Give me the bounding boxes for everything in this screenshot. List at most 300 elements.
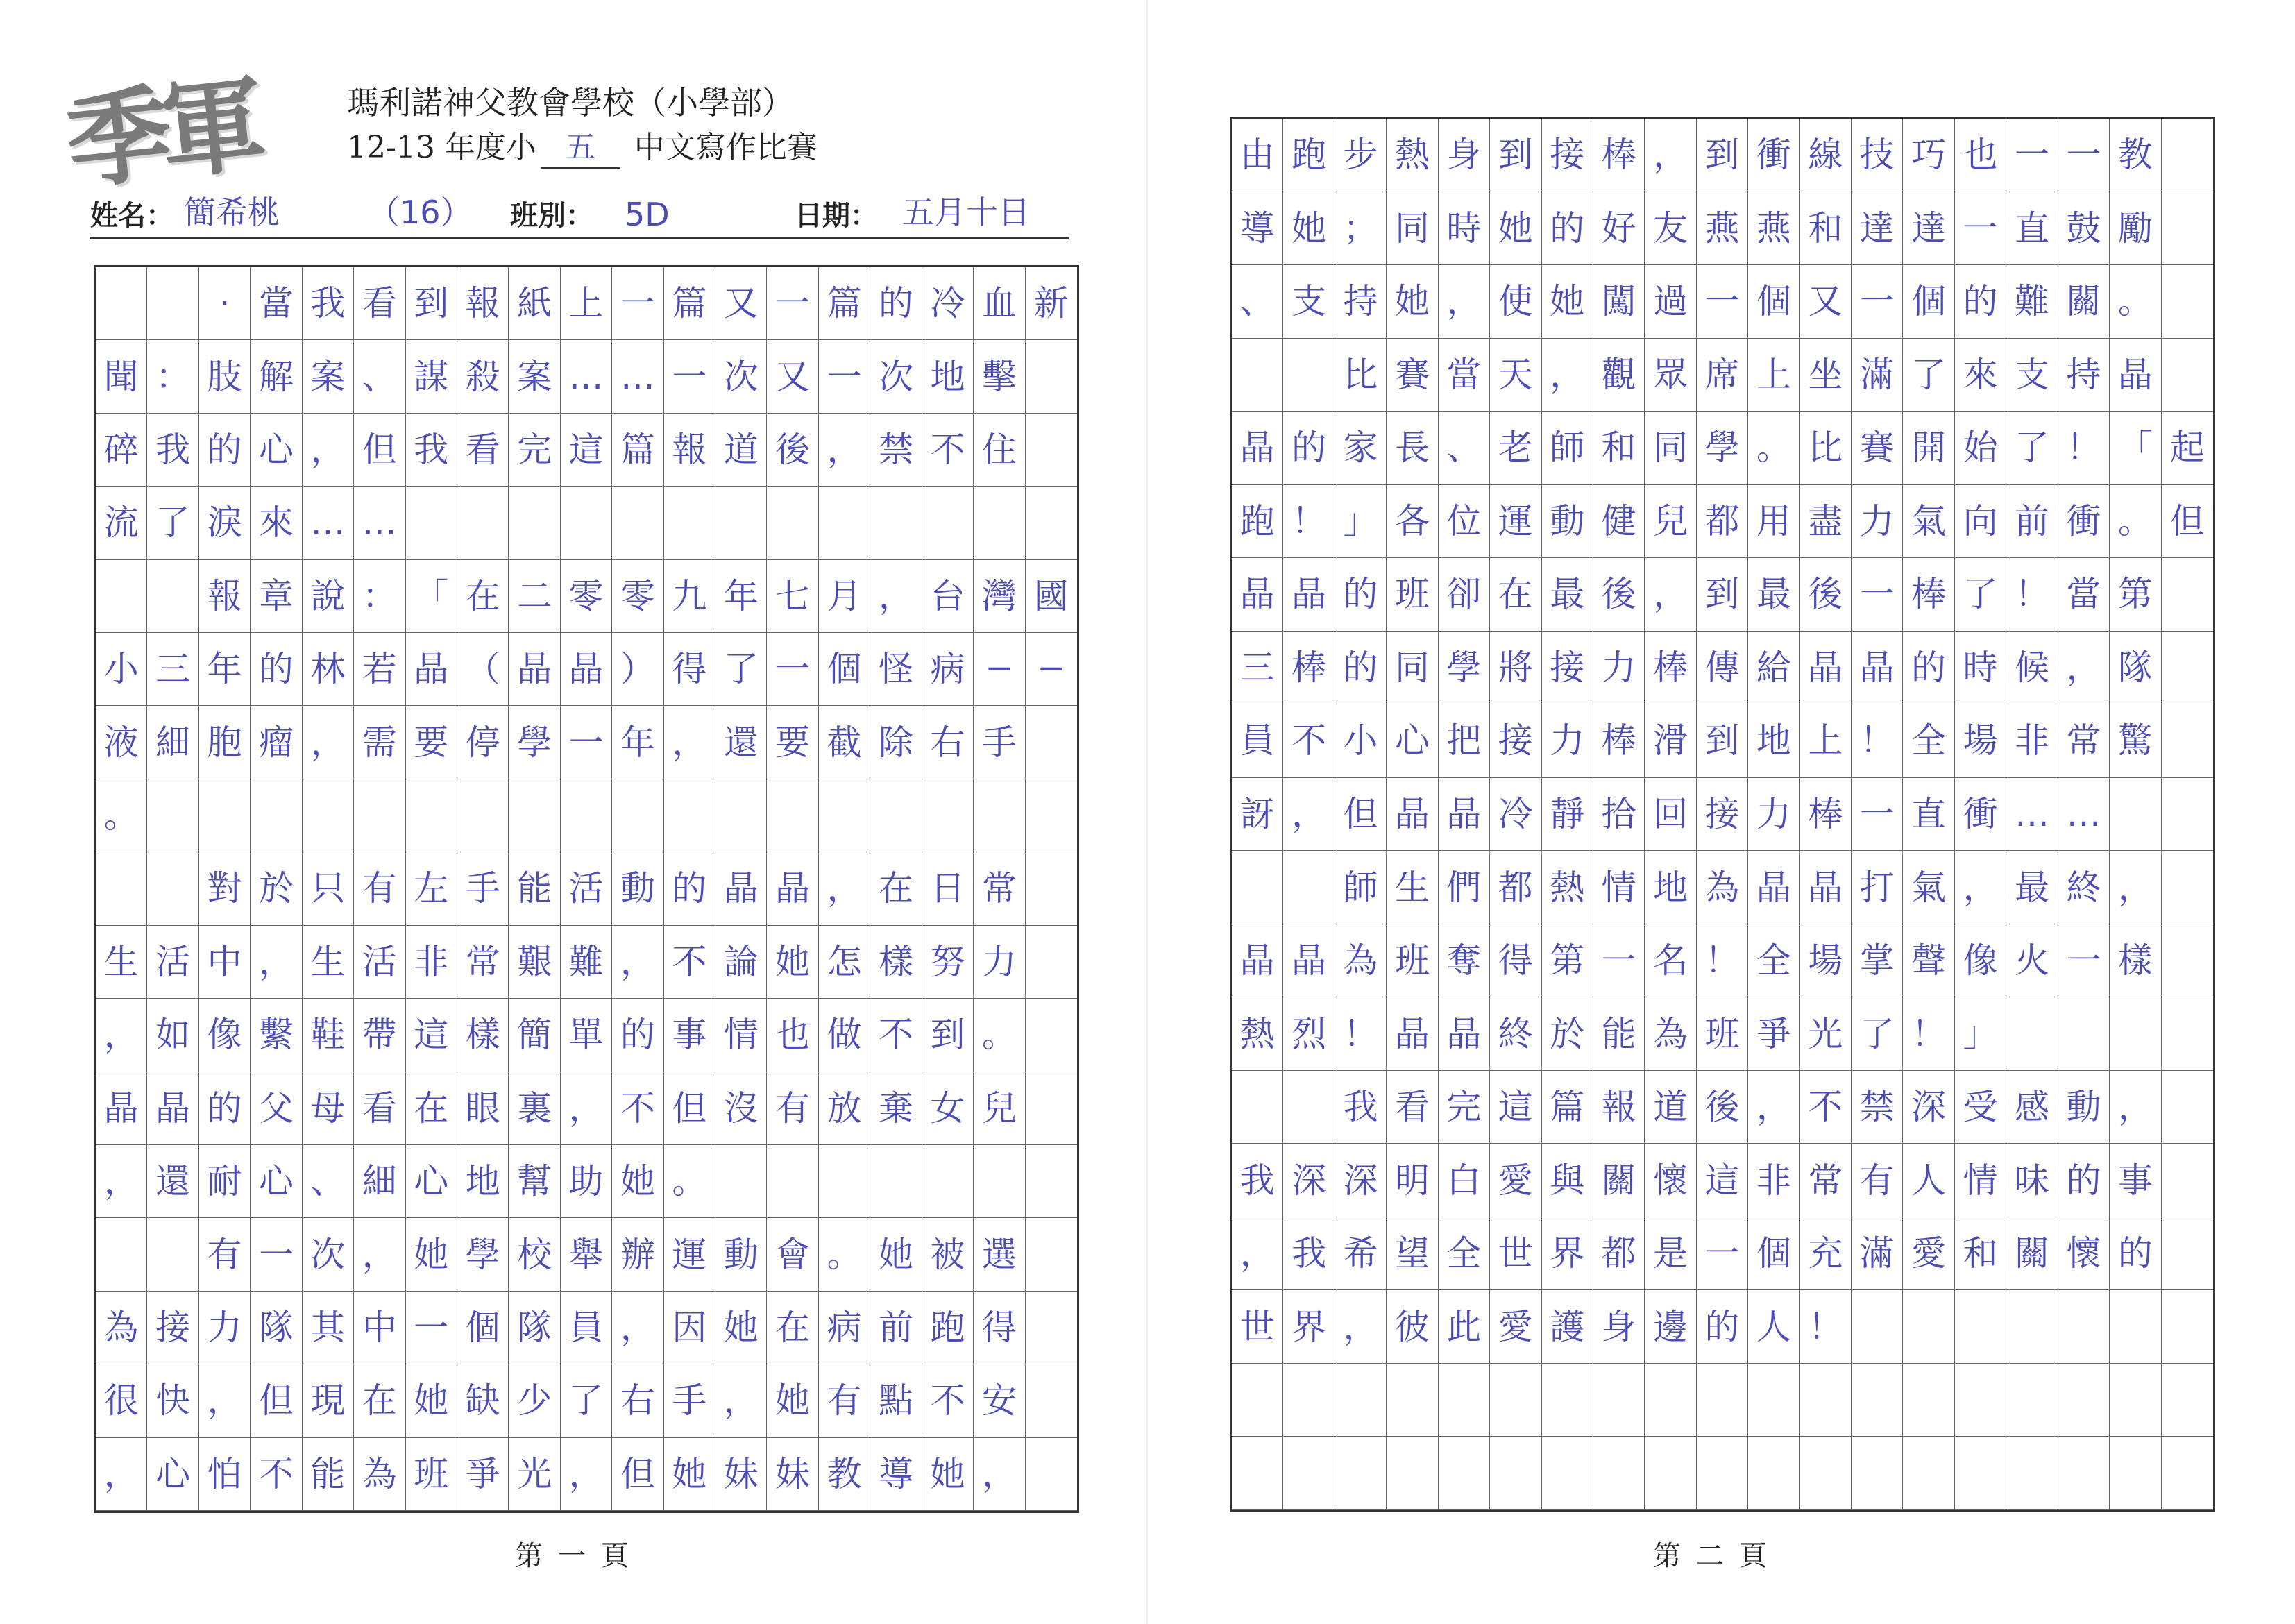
grid-cell	[870, 779, 922, 852]
grid-cell: 班	[1697, 997, 1748, 1071]
grid-cell: 跑	[1283, 119, 1335, 192]
grid-cell: 一	[612, 267, 663, 340]
grid-cell: 燕	[1697, 192, 1748, 266]
grid-cell: 在	[1490, 558, 1541, 632]
grid-cell: 學	[509, 706, 560, 779]
grid-cell: 味	[2006, 1144, 2058, 1217]
grid-cell: 好	[1593, 192, 1645, 266]
grid-cell	[1026, 706, 1077, 779]
grid-cell	[1955, 1364, 2006, 1437]
grid-cell: 靜	[1542, 778, 1593, 852]
grid-cell	[2162, 924, 2213, 998]
grid-cell	[1800, 1364, 1852, 1437]
grid-cell	[509, 487, 560, 559]
page-number-left: 第一頁	[515, 1540, 644, 1572]
grid-cell: 了	[561, 1364, 612, 1437]
grid-cell: 舉	[561, 1218, 612, 1291]
grid-cell: 一	[251, 1218, 302, 1291]
grid-cell: 有	[767, 1072, 818, 1145]
grid-cell: 有	[199, 1218, 251, 1291]
grid-cell: 手	[457, 852, 509, 925]
grid-cell: 的	[664, 852, 715, 925]
grid-cell	[2162, 1364, 2213, 1437]
grid-cell	[96, 1218, 147, 1291]
grid-cell: 跑	[1232, 485, 1283, 559]
grid-cell: 報	[664, 414, 715, 487]
grid-cell: 單	[561, 999, 612, 1072]
grid-cell: 的	[1542, 192, 1593, 266]
grid-cell	[2110, 778, 2161, 852]
grid-cell	[767, 487, 818, 559]
grid-cell: 需	[354, 706, 405, 779]
grid-cell: 和	[1800, 192, 1852, 266]
grid-cell	[2162, 1071, 2213, 1144]
grid-cell: 截	[819, 706, 870, 779]
grid-cell: 起	[2162, 412, 2213, 485]
grid-cell	[96, 852, 147, 925]
grid-cell: 的	[1697, 1290, 1748, 1364]
grid-cell	[922, 1145, 974, 1218]
grid-cell: ，	[715, 1364, 767, 1437]
grid-cell: 晶	[406, 633, 457, 706]
grid-cell	[1026, 1438, 1077, 1511]
grid-cell: 做	[819, 999, 870, 1072]
grid-cell: 非	[406, 926, 457, 999]
grid-cell: 女	[922, 1072, 974, 1145]
grid-cell: 解	[251, 340, 302, 413]
grid-cell	[1026, 1218, 1077, 1291]
grid-cell: ·	[199, 267, 251, 340]
grid-cell: 像	[1955, 924, 2006, 998]
grid-cell: 的	[1335, 558, 1387, 632]
grid-cell: 。	[2110, 485, 2161, 559]
grid-cell: 地	[1748, 704, 1799, 778]
grid-cell: 情	[1593, 851, 1645, 924]
grid-cell: 驚	[2110, 704, 2161, 778]
grid-cell: 點	[870, 1364, 922, 1437]
grid-cell: 班	[1387, 924, 1438, 998]
grid-cell	[715, 1145, 767, 1218]
grid-cell: 篇	[1542, 1071, 1593, 1144]
grid-cell: ，	[1955, 851, 2006, 924]
page-divider	[1146, 0, 1148, 1624]
grid-cell: 帶	[354, 999, 405, 1072]
grid-cell: 樣	[870, 926, 922, 999]
grid-cell: 一	[1955, 192, 2006, 266]
grid-cell: 都	[1593, 1217, 1645, 1291]
grid-cell: 隊	[251, 1292, 302, 1364]
grid-cell: 了	[1955, 558, 2006, 632]
grid-cell	[1748, 1437, 1799, 1510]
grid-cell: ，	[96, 1145, 147, 1218]
grid-cell: 常	[457, 926, 509, 999]
grid-cell: 的	[199, 414, 251, 487]
grid-cell: 到	[922, 999, 974, 1072]
grid-cell	[664, 779, 715, 852]
grid-cell: 卻	[1439, 558, 1490, 632]
grid-cell: 燕	[1748, 192, 1799, 266]
grid-cell	[819, 487, 870, 559]
grid-cell	[1593, 1437, 1645, 1510]
grid-cell	[974, 1145, 1025, 1218]
grid-cell: 力	[1852, 485, 1903, 559]
grid-cell: 界	[1283, 1290, 1335, 1364]
grid-cell: 左	[406, 852, 457, 925]
grid-cell: 晶	[1283, 558, 1335, 632]
grid-cell: 到	[1697, 119, 1748, 192]
date-value: 五月十日	[902, 194, 1030, 231]
grid-cell: 這	[406, 999, 457, 1072]
grid-cell: 人	[1903, 1144, 1954, 1217]
grid-cell: 個	[1748, 265, 1799, 339]
essay-grid-right	[1230, 117, 2215, 1512]
grid-cell: 難	[561, 926, 612, 999]
grid-cell: 」	[1955, 997, 2006, 1071]
grid-cell: 流	[96, 487, 147, 559]
grid-cell: 愛	[1490, 1144, 1541, 1217]
grid-cell: 一	[1593, 924, 1645, 998]
grid-cell: 學	[1439, 632, 1490, 705]
grid-cell: 母	[303, 1072, 354, 1145]
date-label: 日期：	[795, 199, 878, 232]
grid-cell: 情	[715, 999, 767, 1072]
grid-cell: 殺	[457, 340, 509, 413]
grid-cell: ！	[1283, 485, 1335, 559]
grid-cell: 眼	[457, 1072, 509, 1145]
grid-cell: 日	[922, 852, 974, 925]
grid-cell	[922, 779, 974, 852]
grid-cell: 家	[1335, 412, 1387, 485]
grid-cell: 員	[1232, 704, 1283, 778]
grid-cell: 同	[1645, 412, 1696, 485]
grid-cell: 當	[1439, 339, 1490, 412]
grid-cell: 前	[2006, 485, 2058, 559]
grid-cell: 病	[819, 1292, 870, 1364]
grid-cell: 於	[1542, 997, 1593, 1071]
grid-cell: 後	[1800, 558, 1852, 632]
grid-cell: 國	[1026, 560, 1077, 633]
grid-cell	[2162, 558, 2213, 632]
grid-cell: 員	[561, 1292, 612, 1364]
grid-cell: 缺	[457, 1364, 509, 1437]
grid-cell: 接	[1490, 704, 1541, 778]
grid-cell: 賽	[1852, 412, 1903, 485]
grid-cell: 「	[406, 560, 457, 633]
grid-cell: 在	[457, 560, 509, 633]
grid-cell	[2110, 1290, 2161, 1364]
grid-cell: 不	[922, 414, 974, 487]
grid-cell: ，	[354, 1218, 405, 1291]
grid-cell: 這	[1697, 1144, 1748, 1217]
grid-cell: 完	[1439, 1071, 1490, 1144]
grid-cell: 父	[251, 1072, 302, 1145]
grid-cell: 全	[1903, 704, 1954, 778]
grid-cell: 了	[147, 487, 198, 559]
grid-cell	[2162, 1144, 2213, 1217]
grid-cell: 全	[1748, 924, 1799, 998]
grid-cell: 教	[2110, 119, 2161, 192]
grid-cell: 三	[147, 633, 198, 706]
grid-cell	[1955, 1290, 2006, 1364]
grid-cell: 看	[1387, 1071, 1438, 1144]
grid-cell: ，	[1439, 265, 1490, 339]
grid-cell: 晶	[1852, 632, 1903, 705]
grid-cell: 比	[1800, 412, 1852, 485]
grid-cell: 們	[1439, 851, 1490, 924]
grid-cell: 案	[303, 340, 354, 413]
grid-cell: 看	[354, 267, 405, 340]
grid-cell	[1026, 487, 1077, 559]
grid-cell: 細	[354, 1145, 405, 1218]
grid-cell: 胞	[199, 706, 251, 779]
grid-cell	[199, 779, 251, 852]
grid-cell	[1026, 779, 1077, 852]
grid-cell	[1335, 1364, 1387, 1437]
grid-cell: 但	[354, 414, 405, 487]
grid-cell: 的	[1955, 265, 2006, 339]
grid-cell: 終	[2058, 851, 2110, 924]
grid-cell: 晶	[715, 852, 767, 925]
grid-cell: 林	[303, 633, 354, 706]
grid-cell: 為	[1645, 997, 1696, 1071]
grid-cell: 右	[922, 706, 974, 779]
grid-cell: 火	[2006, 924, 2058, 998]
grid-cell: 簡	[509, 999, 560, 1072]
grid-cell: 生	[1387, 851, 1438, 924]
grid-cell: 隊	[509, 1292, 560, 1364]
grid-cell: 班	[1387, 558, 1438, 632]
grid-cell	[147, 1218, 198, 1291]
grid-cell	[1335, 1437, 1387, 1510]
grid-cell: 新	[1026, 267, 1077, 340]
grid-cell: 艱	[509, 926, 560, 999]
grid-cell	[2006, 1290, 2058, 1364]
grid-cell: 有	[819, 1364, 870, 1437]
grid-cell: 同	[1387, 632, 1438, 705]
grid-cell: 晶	[1387, 778, 1438, 852]
grid-cell: 能	[509, 852, 560, 925]
grid-cell: …	[303, 487, 354, 559]
grid-cell: 非	[1748, 1144, 1799, 1217]
contest-prefix: 12-13 年度小	[347, 130, 536, 165]
grid-cell: 世	[1490, 1217, 1541, 1291]
grid-cell: 晶	[1387, 997, 1438, 1071]
grid-cell	[1026, 999, 1077, 1072]
grid-cell: 氣	[1903, 851, 1954, 924]
grid-cell: 二	[509, 560, 560, 633]
grid-cell: 她	[1387, 265, 1438, 339]
grid-cell: 、	[354, 340, 405, 413]
grid-cell: 地	[922, 340, 974, 413]
grid-cell: 開	[1903, 412, 1954, 485]
grid-cell	[406, 487, 457, 559]
grid-cell: 達	[1903, 192, 1954, 266]
grid-cell: （	[457, 633, 509, 706]
grid-cell: 終	[1490, 997, 1541, 1071]
grid-cell: 耐	[199, 1145, 251, 1218]
award-stamp: 季軍	[60, 63, 262, 205]
grid-cell	[1903, 1437, 1954, 1510]
grid-cell: 「	[2110, 412, 2161, 485]
grid-cell: 篇	[819, 267, 870, 340]
grid-cell: 晶	[1800, 851, 1852, 924]
grid-cell: 兒	[1645, 485, 1696, 559]
grid-cell: 把	[1439, 704, 1490, 778]
grid-cell: 場	[1955, 704, 2006, 778]
grid-cell: 常	[1800, 1144, 1852, 1217]
grid-cell: 身	[1439, 119, 1490, 192]
grid-cell: ，	[199, 1364, 251, 1437]
grid-cell: 她	[870, 1218, 922, 1291]
grid-cell	[1593, 1364, 1645, 1437]
grid-cell: 為	[1335, 924, 1387, 998]
grid-cell: ，	[974, 1438, 1025, 1511]
essay-grid-left	[94, 265, 1079, 1513]
grid-cell: 一	[2058, 924, 2110, 998]
grid-cell	[2162, 265, 2213, 339]
grid-cell: 裏	[509, 1072, 560, 1145]
grid-cell: 此	[1439, 1290, 1490, 1364]
grid-cell: 晶	[96, 1072, 147, 1145]
grid-cell: 到	[1490, 119, 1541, 192]
grid-cell: 關	[2058, 265, 2110, 339]
grid-cell	[1026, 1292, 1077, 1364]
grid-cell: 她	[406, 1218, 457, 1291]
grid-cell	[147, 560, 198, 633]
grid-cell: 活	[561, 852, 612, 925]
grid-cell: 晶	[561, 633, 612, 706]
grid-cell	[870, 1145, 922, 1218]
grid-cell: 篇	[664, 267, 715, 340]
grid-cell: 停	[457, 706, 509, 779]
grid-cell: 了	[715, 633, 767, 706]
grid-cell: 禁	[1852, 1071, 1903, 1144]
grid-cell: 衝	[2058, 485, 2110, 559]
grid-cell: 她	[767, 926, 818, 999]
grid-cell	[974, 487, 1025, 559]
grid-cell: 碎	[96, 414, 147, 487]
grid-cell	[974, 779, 1025, 852]
grid-cell: 又	[767, 340, 818, 413]
grid-cell: 心	[1387, 704, 1438, 778]
grid-cell: 導	[870, 1438, 922, 1511]
grid-cell	[1026, 1072, 1077, 1145]
grid-cell: 晶	[147, 1072, 198, 1145]
grid-cell: 事	[664, 999, 715, 1072]
grid-cell: 報	[457, 267, 509, 340]
grid-cell	[1800, 1437, 1852, 1510]
grid-cell: 報	[199, 560, 251, 633]
grid-cell: 。	[1748, 412, 1799, 485]
grid-cell	[2006, 997, 2058, 1071]
grid-cell	[1490, 1364, 1541, 1437]
grid-cell	[819, 779, 870, 852]
grid-cell: 全	[1439, 1217, 1490, 1291]
grid-cell: 一	[1697, 1217, 1748, 1291]
grid-cell: 我	[406, 414, 457, 487]
grid-cell: 常	[974, 852, 1025, 925]
grid-cell: 於	[251, 852, 302, 925]
grid-cell: 時	[1439, 192, 1490, 266]
grid-cell: 的	[251, 633, 302, 706]
grid-cell: 生	[96, 926, 147, 999]
grid-cell	[2162, 1217, 2213, 1291]
grid-cell: 闖	[1593, 265, 1645, 339]
grid-cell: 晶	[1232, 412, 1283, 485]
grid-cell: 運	[664, 1218, 715, 1291]
grid-cell: 始	[1955, 412, 2006, 485]
grid-cell: 年	[715, 560, 767, 633]
grid-cell: 她	[664, 1438, 715, 1511]
grid-cell	[2162, 119, 2213, 192]
grid-cell: 晶	[1800, 632, 1852, 705]
grid-cell: ！	[1697, 924, 1748, 998]
grid-cell: 如	[147, 999, 198, 1072]
grid-cell: 觀	[1593, 339, 1645, 412]
grid-cell: 不	[922, 1364, 974, 1437]
grid-cell	[664, 487, 715, 559]
grid-cell	[1852, 1364, 1903, 1437]
grid-cell: 繫	[251, 999, 302, 1072]
grid-cell	[1645, 1437, 1696, 1510]
grid-cell: 懷	[1645, 1144, 1696, 1217]
grid-cell: 我	[1232, 1144, 1283, 1217]
grid-cell	[1697, 1364, 1748, 1437]
grid-cell: 長	[1387, 412, 1438, 485]
grid-cell: 生	[303, 926, 354, 999]
grid-cell: ，	[2110, 851, 2161, 924]
grid-cell: 這	[1490, 1071, 1541, 1144]
grid-cell: 名	[1645, 924, 1696, 998]
grid-cell: 個	[819, 633, 870, 706]
grid-cell	[1439, 1364, 1490, 1437]
grid-cell: 直	[1903, 778, 1954, 852]
grid-cell: 淚	[199, 487, 251, 559]
grid-cell: 動	[715, 1218, 767, 1291]
grid-cell	[2162, 339, 2213, 412]
grid-cell: 、	[303, 1145, 354, 1218]
grid-cell: 一	[1852, 778, 1903, 852]
grid-cell: 人	[1748, 1290, 1799, 1364]
grid-cell: 道	[1645, 1071, 1696, 1144]
grid-cell: ，	[819, 852, 870, 925]
grid-cell	[2110, 1437, 2161, 1510]
grid-cell: 棄	[870, 1072, 922, 1145]
grid-cell: 手	[974, 706, 1025, 779]
grid-cell: 晶	[1283, 924, 1335, 998]
grid-cell: 。	[2110, 265, 2161, 339]
grid-cell: 她	[1283, 192, 1335, 266]
grid-cell	[2110, 1364, 2161, 1437]
grid-cell: 盡	[1800, 485, 1852, 559]
grid-cell: 、	[1232, 265, 1283, 339]
grid-cell: 一	[1852, 265, 1903, 339]
grid-cell: 時	[1955, 632, 2006, 705]
grid-cell: 跑	[922, 1292, 974, 1364]
grid-cell: 感	[2006, 1071, 2058, 1144]
grid-cell: 同	[1387, 192, 1438, 266]
grid-cell: 師	[1335, 851, 1387, 924]
grid-cell: 難	[2006, 265, 2058, 339]
grid-cell: …	[354, 487, 405, 559]
grid-cell: 道	[715, 414, 767, 487]
grid-cell: 爭	[457, 1438, 509, 1511]
grid-cell: 比	[1335, 339, 1387, 412]
grid-cell	[406, 779, 457, 852]
grid-cell: 希	[1335, 1217, 1387, 1291]
grid-cell: 熱	[1542, 851, 1593, 924]
grid-cell: 。	[96, 779, 147, 852]
